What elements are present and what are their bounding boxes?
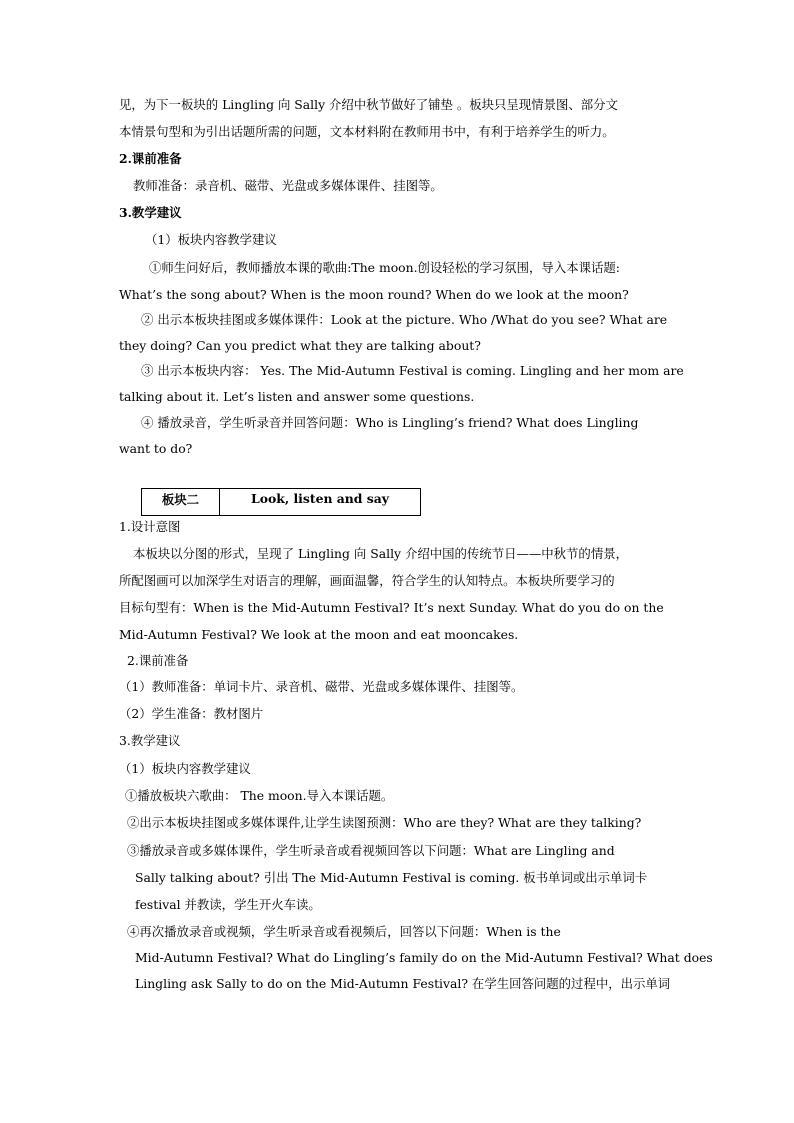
list-item-continuation: Lingling ask Sally to do on the Mid-Autumn Festival? 在学生回答问题的过程中，出示单词 [135,976,671,991]
paragraph-line: What’s the song about? When is the moon round? When do we look at the moon? [119,287,629,302]
paragraph-line: talking about it. Let’s listen and answer some questions. [119,389,475,404]
section-heading: 3.教学建议 [119,205,182,220]
paragraph-line: ② 出示本板块挂图或多媒体课件：Look at the picture. Who /What do you see? What are [141,312,668,327]
list-item-continuation: festival 并教读，学生开火车读。 [135,897,321,912]
paragraph-line: 所配图画可以加深学生对语言的理解，画面温馨，符合学生的认知特点。本板块所要学习的 [119,573,615,588]
paragraph-line: want to do? [119,441,193,456]
paragraph-line: 教师准备：录音机、磁带、光盘或多媒体课件、挂图等。 [133,178,443,193]
section-heading: 3.教学建议 [119,733,181,748]
paragraph-line: 见，为下一板块的 Lingling 向 Sally 介绍中秋节做好了铺垫 。板块只呈现情景图、部分文 [119,97,618,112]
block-title-cell: Look, listen and say [251,491,389,506]
subsection-heading: （1）板块内容教学建议 [119,761,251,776]
block-number-cell: 板块二 [142,489,220,515]
list-item: ①播放板块六歌曲： The moon.导入本课话题。 [125,788,394,803]
block-title-table [141,488,421,516]
list-item: ③播放录音或多媒体课件，学生听录音或看视频回答以下问题：What are Lingling and [127,843,615,858]
paragraph-line: ①师生问好后，教师播放本课的歌曲:The moon.创设轻松的学习氛围，导入本课话题: [149,260,620,275]
paragraph-line: （2）学生准备：教材图片 [119,706,264,721]
paragraph-line: ④ 播放录音，学生听录音并回答问题：Who is Lingling’s friend? What does Lingling [141,415,639,430]
list-item-continuation: Sally talking about? 引出 The Mid-Autumn Festival is coming. 板书单词或出示单词卡 [135,870,648,885]
paragraph-line: Mid-Autumn Festival? We look at the moon and eat mooncakes. [119,627,519,642]
paragraph-line: （1）教师准备：单词卡片、录音机、磁带、光盘或多媒体课件、挂图等。 [119,679,524,694]
paragraph-line: they doing? Can you predict what they are talking about? [119,338,481,353]
section-heading: 2.课前准备 [119,151,182,166]
subsection-heading: （1）板块内容教学建议 [145,232,277,247]
paragraph-line: 本情景句型和为引出话题所需的问题，文本材料附在教师用书中，有利于培养学生的听力。 [119,124,615,139]
list-item: ②出示本板块挂图或多媒体课件,让学生读图预测：Who are they? What are they talking? [127,815,642,830]
section-heading: 1.设计意图 [119,519,181,534]
list-item-continuation: Mid-Autumn Festival? What do Lingling’s family do on the Mid-Autumn Festival? What does [135,950,713,965]
paragraph-line: 目标句型有：When is the Mid-Autumn Festival? It’s next Sunday. What do you do on the [119,600,664,615]
paragraph-line: ③ 出示本板块内容： Yes. The Mid-Autumn Festival is coming. Lingling and her mom are [141,363,684,378]
list-item: ④再次播放录音或视频，学生听录音或看视频后，回答以下问题：When is the [127,924,561,939]
section-heading: 2.课前准备 [127,653,189,668]
paragraph-line: 本板块以分图的形式，呈现了 Lingling 向 Sally 介绍中国的传统节日——中秋节的情景， [133,546,628,561]
